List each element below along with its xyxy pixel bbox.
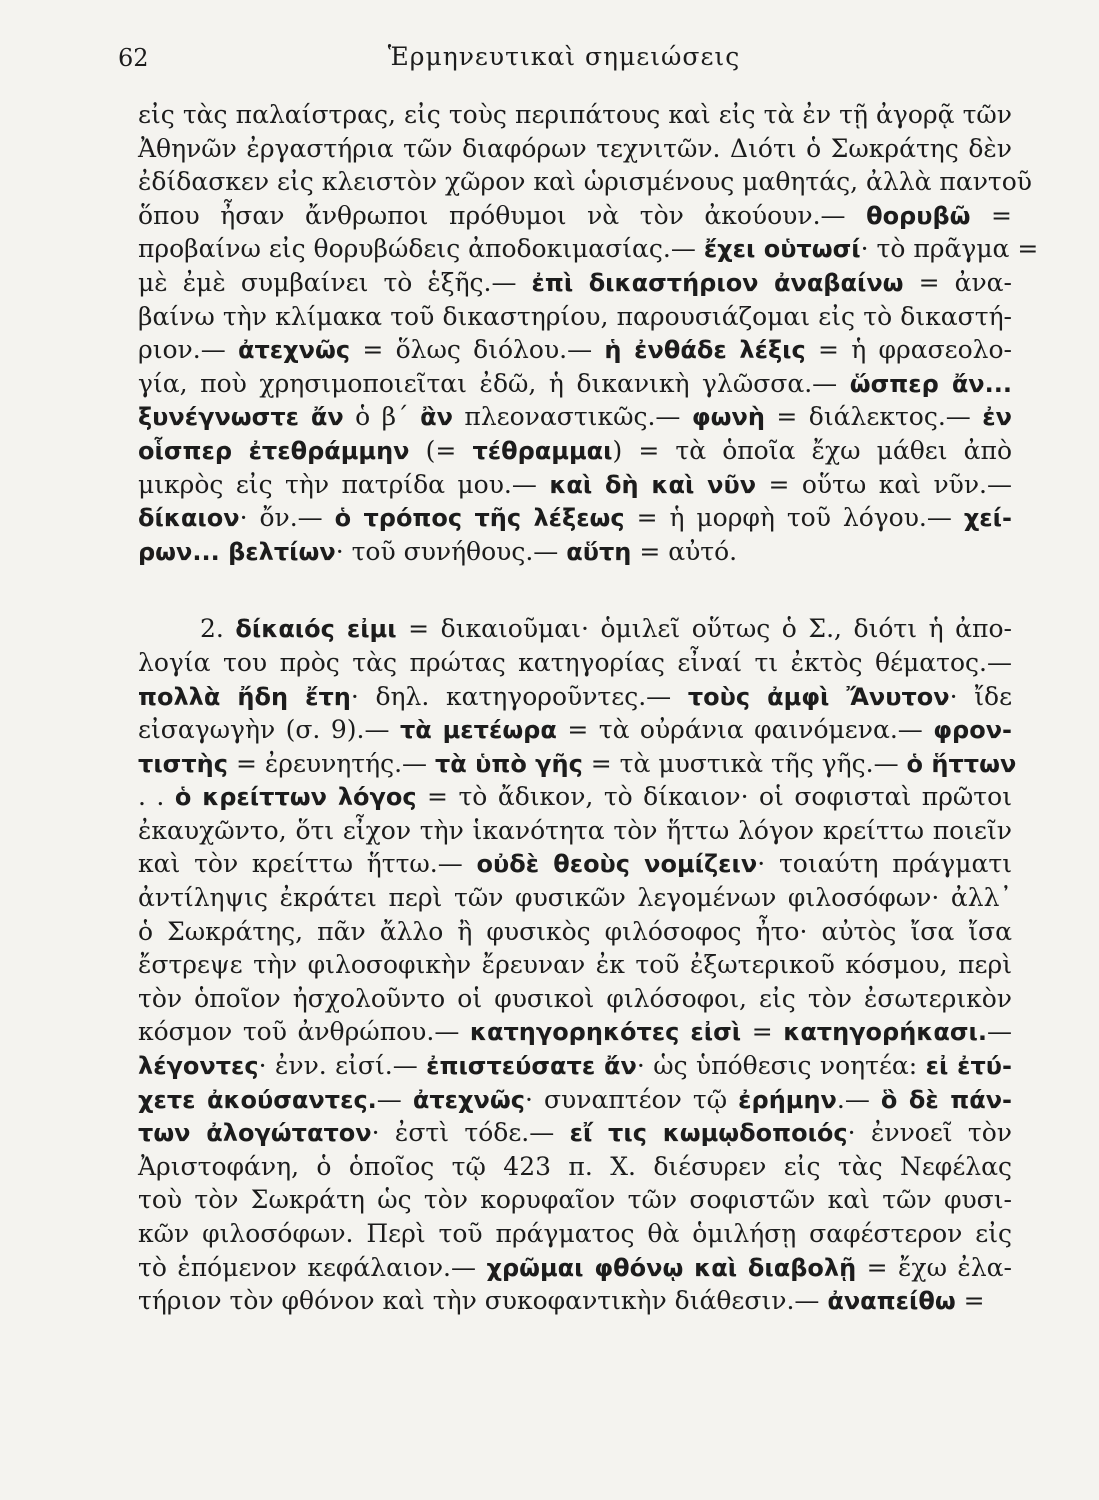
text-run: λογία του πρὸς τὰς πρώτας κατηγορίας εἶναί τι ἐκτὸς θέματος.— bbox=[138, 647, 1012, 677]
bold-term: κατηγορηκότες εἰσὶ bbox=[469, 1018, 742, 1047]
text-line bbox=[138, 1217, 1012, 1251]
text-run: = ἐρευνητής.— bbox=[228, 748, 435, 778]
text-run: τοὺ τὸν Σωκράτη ὡς τὸν κορυφαῖον τῶν σοφιστῶν καὶ τῶν φυσι- bbox=[138, 1185, 1012, 1215]
page-header bbox=[118, 38, 1010, 78]
text-line bbox=[138, 501, 1012, 535]
text-run: · ἐννοεῖ τὸν bbox=[847, 1118, 1013, 1148]
text-line bbox=[138, 468, 1012, 502]
text-run: = δικαιοῦμαι· ὁμιλεῖ οὕτως ὁ Σ., διότι ἡ ἀπο- bbox=[396, 614, 1012, 644]
text-line bbox=[138, 1251, 1012, 1285]
bold-term: δίκαιός εἰμι bbox=[235, 615, 397, 644]
text-line bbox=[138, 1284, 1012, 1318]
text-run: · συναπτέον τῷ bbox=[524, 1084, 739, 1114]
text-run: = ἀνα- bbox=[903, 267, 1012, 297]
bold-term: πολλὰ ἤδη ἔτη bbox=[138, 682, 351, 711]
text-run: · ὄν.— bbox=[239, 503, 335, 533]
text-line bbox=[138, 199, 1012, 233]
text-run: Ἀριστοφάνη, ὁ ὁποῖος τῷ 423 π. Χ. διέσυρεν εἰς τὰς Νεφέλας bbox=[138, 1151, 1012, 1181]
text-line bbox=[138, 367, 1012, 401]
text-run: 2. bbox=[200, 614, 236, 644]
text-line bbox=[138, 1083, 1012, 1117]
bold-term: οἷσπερ ἐτεθράμμην bbox=[138, 436, 410, 465]
text-line bbox=[138, 948, 1012, 982]
text-run: = ἡ μορφὴ τοῦ λόγου.— bbox=[624, 503, 964, 533]
text-run: · τὸ πρᾶγμα = bbox=[860, 234, 1039, 264]
text-line bbox=[138, 300, 1012, 334]
text-run: · ὡς ὑπόθεσις νοητέα: bbox=[636, 1051, 926, 1081]
text-line bbox=[138, 713, 1012, 747]
text-run: γία, ποὺ χρησιμοποιεῖται ἐδῶ, ἡ δικανικὴ γλῶσσα.— bbox=[138, 368, 850, 398]
text-run: · ἴδε bbox=[949, 681, 1013, 711]
text-line bbox=[138, 535, 1012, 569]
text-line bbox=[138, 98, 1012, 132]
text-run: = τὸ ἄδικον, τὸ δίκαιον· οἱ σοφισταὶ πρῶτοι bbox=[416, 782, 1012, 812]
text-line bbox=[138, 747, 1017, 781]
text-run: — bbox=[376, 1084, 413, 1114]
bold-term: τέθραμμαι bbox=[472, 436, 613, 465]
text-run: · δηλ. κατηγοροῦντες.— bbox=[350, 681, 688, 711]
text-run: · ἐνν. εἰσί.— bbox=[258, 1051, 427, 1081]
text-run: μικρὸς εἰς τὴν πατρίδα μου.— bbox=[138, 469, 550, 499]
text-line bbox=[138, 612, 1012, 646]
text-line bbox=[138, 132, 1012, 166]
text-line bbox=[138, 165, 1032, 199]
text-run: μὲ ἐμὲ συμβαίνει τὸ ἑξῆς.— bbox=[138, 267, 532, 297]
text-run: κῶν φιλοσόφων. Περὶ τοῦ πράγματος θὰ ὁμιλήσῃ σαφέστερον εἰς bbox=[138, 1219, 1012, 1248]
bold-term: αὕτη bbox=[566, 537, 632, 566]
text-run: = bbox=[741, 1017, 784, 1047]
bold-term: εἴ τις κωμῳδοποιός bbox=[569, 1119, 848, 1148]
text-line bbox=[138, 646, 1012, 680]
text-line bbox=[138, 1183, 1012, 1217]
text-run: = τὰ οὐράνια φαινόμενα.— bbox=[556, 715, 934, 745]
text-line bbox=[138, 915, 1012, 949]
text-line bbox=[138, 780, 1012, 814]
text-run: Ἀθηνῶν ἐργαστήρια τῶν διαφόρων τεχνιτῶν. Διότι ὁ Σωκράτης δὲν bbox=[138, 133, 1012, 163]
text-run: τὸ ἑπόμενον κεφάλαιον.— bbox=[138, 1252, 487, 1282]
text-run: ἔστρεψε τὴν φιλοσοφικὴν ἔρευναν ἐκ τοῦ ἐξωτερικοῦ κόσμου, περὶ bbox=[138, 950, 1012, 980]
text-run: εἰσαγωγὴν (σ. 9).— bbox=[138, 715, 400, 745]
text-run: · ἐστὶ τόδε.— bbox=[371, 1118, 570, 1148]
page-body bbox=[138, 98, 1039, 1318]
text-run: = bbox=[970, 200, 1012, 230]
text-run: = διάλεκτος.— bbox=[764, 402, 983, 432]
text-line bbox=[138, 982, 1012, 1016]
bold-term: φρον- bbox=[933, 716, 1013, 745]
bold-term: ὁ ἥττων bbox=[906, 749, 1017, 778]
bold-term: των ἀλογώτατον bbox=[138, 1119, 372, 1148]
text-run: βαίνω τὴν κλίμακα τοῦ δικαστηρίου, παρουσιάζομαι εἰς τὸ δικαστή- bbox=[138, 301, 1012, 331]
bold-term: θορυβῶ bbox=[866, 201, 971, 230]
text-run: = οὕτω καὶ νῦν.— bbox=[756, 469, 1012, 499]
text-line bbox=[138, 814, 1012, 848]
bold-term: ὁ κρείττων λόγος bbox=[174, 783, 417, 812]
bold-term: εἰ ἐτύ- bbox=[925, 1052, 1012, 1081]
bold-term: ἔχει οὑτωσί bbox=[703, 235, 861, 264]
bold-term: χεί- bbox=[963, 504, 1012, 533]
paragraph bbox=[138, 612, 1017, 1317]
bold-term: οὐδὲ θεοὺς νομίζειν bbox=[476, 850, 758, 879]
bold-term: τὰ ὑπὸ γῆς bbox=[434, 749, 583, 778]
text-line bbox=[138, 1015, 1012, 1049]
bold-term: δίκαιον bbox=[138, 504, 240, 533]
text-run: τήριον τὸν φθόνον καὶ τὴν συκοφαντικὴν διάθεσιν.— bbox=[138, 1286, 828, 1316]
text-line bbox=[138, 232, 1039, 266]
text-line bbox=[138, 680, 1012, 714]
bold-term: ἀναπείθω bbox=[827, 1287, 956, 1316]
text-run: (= bbox=[409, 435, 473, 465]
text-run: τὸν ὁποῖον ἠσχολοῦντο οἱ φυσικοὶ φιλόσοφοι, εἰς τὸν ἐσωτερικὸν bbox=[138, 983, 1012, 1013]
text-line bbox=[138, 333, 1012, 367]
bold-term: κατηγορήκασι. bbox=[783, 1018, 988, 1047]
text-run: ἐκαυχῶντο, ὅτι εἶχον τὴν ἱκανότητα τὸν ἥττω λόγον κρείττω ποιεῖν bbox=[138, 815, 1012, 845]
paragraph-gap bbox=[138, 568, 1012, 612]
bold-term: λέγοντες bbox=[138, 1052, 259, 1081]
page-number: 62 bbox=[118, 44, 149, 72]
text-line bbox=[138, 400, 1012, 434]
bold-term: ὁ τρόπος τῆς λέξεως bbox=[334, 504, 625, 533]
text-run: ) = τὰ ὁποῖα ἔχω μάθει ἀπὸ bbox=[612, 435, 1012, 465]
text-run: = ἡ φρασεολο- bbox=[805, 335, 1012, 365]
text-run: = bbox=[955, 1286, 985, 1316]
text-run: ἐδίδασκεν εἰς κλειστὸν χῶρον καὶ ὡρισμένους μαθητάς, ἀλλὰ παντοῦ bbox=[138, 167, 1032, 197]
running-title: Ἑρμηνευτικαὶ σημειώσεις bbox=[387, 42, 741, 71]
bold-term: φωνὴ bbox=[691, 403, 765, 432]
bold-term: ρων... βελτίων bbox=[138, 537, 336, 566]
text-run: .— bbox=[836, 1084, 881, 1114]
text-run: ὅπου ἦσαν ἄνθρωποι πρόθυμοι νὰ τὸν ἀκούουν.— bbox=[138, 200, 867, 230]
bold-term: χετε ἀκούσαντες. bbox=[138, 1085, 377, 1114]
bold-term: τιστὴς bbox=[138, 749, 228, 778]
text-line bbox=[138, 1116, 1012, 1150]
bold-term: ἀτεχνῶς bbox=[237, 336, 351, 365]
paragraph bbox=[138, 98, 1039, 568]
bold-term: ἡ ἐνθάδε λέξις bbox=[604, 336, 806, 365]
bold-term: ἀτεχνῶς bbox=[412, 1085, 525, 1114]
text-line bbox=[138, 266, 1012, 300]
bold-term: ὥσπερ ἄν... bbox=[849, 369, 1013, 398]
text-run: = ὅλως διόλου.— bbox=[350, 335, 605, 365]
text-run: ὁ β΄ bbox=[343, 402, 421, 432]
bold-term: ἐπιστεύσατε ἄν bbox=[426, 1052, 637, 1081]
bold-term: ἂν bbox=[420, 403, 453, 432]
bold-term: ἐν bbox=[982, 403, 1012, 432]
bold-term: τοὺς ἀμφὶ Ἄνυτον bbox=[687, 682, 950, 711]
text-run: κόσμον τοῦ ἀνθρώπου.— bbox=[138, 1017, 470, 1047]
bold-term: ξυνέγνωστε ἄν bbox=[138, 403, 344, 432]
bold-term: χρῶμαι φθόνῳ καὶ διαβολῇ bbox=[486, 1253, 857, 1282]
text-line bbox=[138, 1150, 1012, 1184]
text-run: εἰς τὰς παλαίστρας, εἰς τοὺς περιπάτους καὶ εἰς τὰ ἐν τῇ ἀγορᾷ τῶν bbox=[138, 100, 1012, 129]
text-run: ριον.— bbox=[138, 335, 238, 365]
text-run: = τὰ μυστικὰ τῆς γῆς.— bbox=[582, 748, 907, 778]
text-line bbox=[138, 434, 1012, 468]
text-line bbox=[138, 847, 1012, 881]
text-run: . . bbox=[138, 782, 175, 812]
text-run: = ἔχω ἐλα- bbox=[856, 1252, 1012, 1282]
bold-term: τὰ μετέωρα bbox=[399, 716, 557, 745]
text-run: προβαίνω εἰς θορυβώδεις ἀποδοκιμασίας.— bbox=[138, 234, 704, 264]
text-run: καὶ τὸν κρείττω ἥττω.— bbox=[138, 849, 477, 879]
bold-term: ὃ δὲ πάν- bbox=[880, 1085, 1012, 1114]
text-line bbox=[138, 1049, 1012, 1083]
text-line bbox=[138, 881, 1012, 915]
text-run: πλεοναστικῶς.— bbox=[452, 402, 692, 432]
bold-term: ἐπὶ δικαστήριον ἀναβαίνω bbox=[531, 268, 904, 297]
text-run: — bbox=[987, 1017, 1013, 1047]
bold-term: ἐρήμην bbox=[738, 1085, 837, 1114]
text-run: ἀντίληψις ἐκράτει περὶ τῶν φυσικῶν λεγομένων φιλοσόφων· ἀλλ᾿ bbox=[138, 883, 1012, 913]
text-run: · τοῦ συνήθους.— bbox=[335, 536, 567, 566]
text-run: · τοιαύτη πράγματι bbox=[757, 849, 1012, 879]
text-run: ὁ Σωκράτης, πᾶν ἄλλο ἢ φυσικὸς φιλόσοφος ἦτο· αὐτὸς ἴσα ἴσα bbox=[138, 916, 1012, 946]
bold-term: καὶ δὴ καὶ νῦν bbox=[549, 470, 757, 499]
text-run: = αὐτό. bbox=[631, 536, 738, 566]
